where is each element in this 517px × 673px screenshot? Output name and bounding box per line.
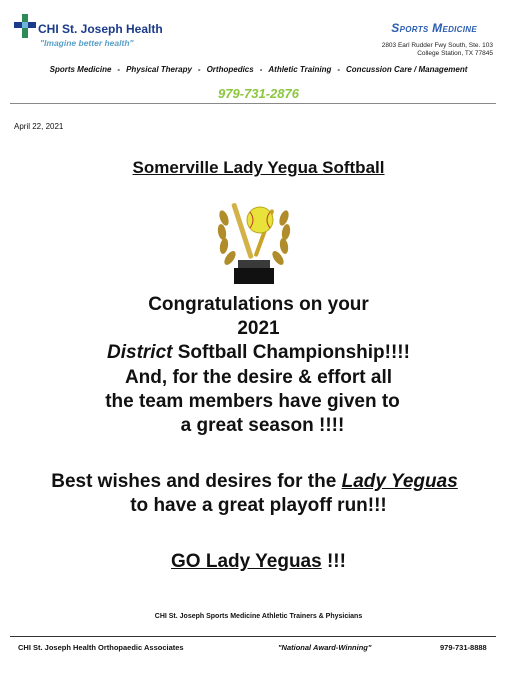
- footer-middle: "National Award-Winning": [278, 643, 372, 652]
- department-title: Sports Medicine: [391, 21, 477, 35]
- message-line: Congratulations on your: [148, 294, 369, 315]
- services-list: [0, 65, 517, 74]
- footer-phone: 979-731-8888: [440, 643, 487, 652]
- service-separator: -: [117, 65, 121, 74]
- message-line: [0, 551, 517, 573]
- service-item: Concussion Care / Management: [346, 65, 468, 74]
- closing-signature: CHI St. Joseph Sports Medicine Athletic Trainers & Physicians: [154, 613, 363, 620]
- letter-date: April 22, 2021: [14, 122, 64, 131]
- header-divider: [10, 103, 496, 104]
- header-phone: 979-731-2876: [218, 86, 299, 101]
- letter-title: Somerville Lady Yegua Softball: [132, 158, 385, 177]
- service-separator: -: [337, 65, 341, 74]
- message-line: [0, 342, 517, 364]
- address-line-1: 2803 Earl Rudder Fwy South, Ste. 103: [381, 42, 493, 49]
- chi-cross-logo-icon: [14, 14, 36, 38]
- service-item: Athletic Training: [268, 65, 332, 74]
- service-item: Orthopedics: [206, 65, 254, 74]
- service-item: Physical Therapy: [126, 65, 192, 74]
- message-line: 2021: [237, 318, 280, 339]
- org-name: CHI St. Joseph Health: [38, 22, 163, 36]
- service-item: Sports Medicine: [49, 65, 112, 74]
- message-line: [0, 471, 513, 493]
- footer-divider: [10, 636, 496, 637]
- message-line: the team members have given to: [105, 391, 400, 412]
- address-line-2: College Station, TX 77845: [417, 50, 493, 57]
- message-italic-word: District: [107, 342, 173, 363]
- message-line: a great season !!!!: [180, 415, 345, 436]
- org-tagline: "Imagine better health": [40, 38, 134, 48]
- softball-trophy-icon: [214, 198, 294, 286]
- message-text: Best wishes and desires for the: [51, 471, 342, 492]
- footer-left: CHI St. Joseph Health Orthopaedic Associates: [18, 643, 184, 652]
- go-team-text: GO Lady Yeguas: [171, 551, 322, 572]
- service-separator: -: [197, 65, 201, 74]
- message-line: to have a great playoff run!!!: [130, 495, 387, 516]
- service-separator: -: [259, 65, 263, 74]
- message-text: !!!: [321, 551, 346, 572]
- message-line: And, for the desire & effort all: [124, 367, 393, 388]
- message-italic-team: Lady Yeguas: [341, 471, 458, 492]
- message-text: Softball Championship!!!!: [172, 342, 410, 363]
